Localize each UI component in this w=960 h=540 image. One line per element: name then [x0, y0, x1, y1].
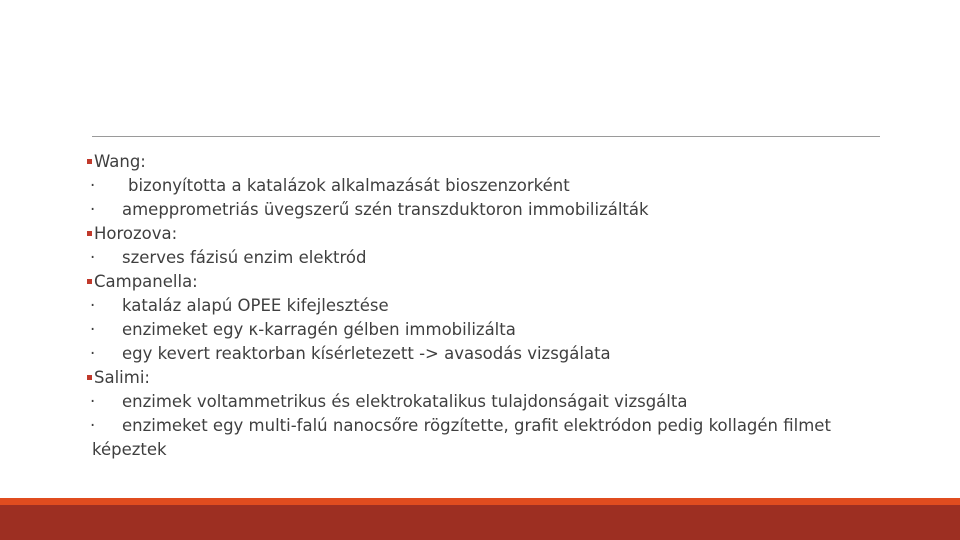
sub-bullet-marker: ·: [90, 344, 96, 363]
bullet-item-wang: [84, 150, 884, 174]
sub-item-text: kataláz alapú OPEE kifejlesztése: [122, 296, 389, 315]
sub-item-text: szerves fázisú enzim elektród: [122, 248, 367, 267]
sub-item-text: egy kevert reaktorban kísérletezett -> avasodás vizsgálata: [122, 344, 611, 363]
sub-item: [84, 198, 884, 222]
title-divider: [92, 136, 880, 137]
slide-body: [84, 150, 884, 462]
sub-item-text: bizonyította a katalázok alkalmazását bioszenzorként: [128, 176, 570, 195]
bullet-item-campanella: [84, 270, 884, 294]
bullet-label: Campanella:: [94, 272, 198, 291]
sub-item: [84, 246, 884, 270]
sub-bullet-marker: ·: [90, 320, 96, 339]
sub-item: [84, 174, 884, 198]
sub-bullet-marker: ·: [90, 248, 96, 267]
bullet-label: Wang:: [94, 152, 146, 171]
sub-bullet-marker: ·: [90, 296, 96, 315]
sub-item: [84, 318, 884, 342]
sub-item: [84, 294, 884, 318]
bullet-label: Horozova:: [94, 224, 178, 243]
sub-item-text: enzimek voltammetrikus és elektrokatalikus tulajdonságait vizsgálta: [122, 392, 688, 411]
sub-item: [84, 414, 884, 438]
sub-item-text: amepprometriás üvegszerű szén transzduktoron immobilizálták: [122, 200, 649, 219]
bullet-item-horozova: [84, 222, 884, 246]
bullet-label: Salimi:: [94, 368, 150, 387]
sub-item: [84, 390, 884, 414]
sub-bullet-marker: ·: [90, 416, 96, 435]
sub-item-text: enzimeket egy κ-karragén gélben immobilizálta: [122, 320, 516, 339]
sub-bullet-marker: ·: [90, 200, 96, 219]
sub-item-text: enzimeket egy multi-falú nanocsőre rögzítette, grafit elektródon pedig kollagén filmet: [122, 416, 831, 435]
sub-bullet-marker: ·: [90, 392, 96, 411]
footer-accent-stripe: [0, 498, 960, 505]
sub-item-continuation: képeztek: [92, 440, 167, 459]
sub-bullet-marker: ·: [90, 176, 96, 195]
bullet-item-salimi: [84, 366, 884, 390]
footer-band: [0, 505, 960, 540]
sub-item: [84, 342, 884, 366]
